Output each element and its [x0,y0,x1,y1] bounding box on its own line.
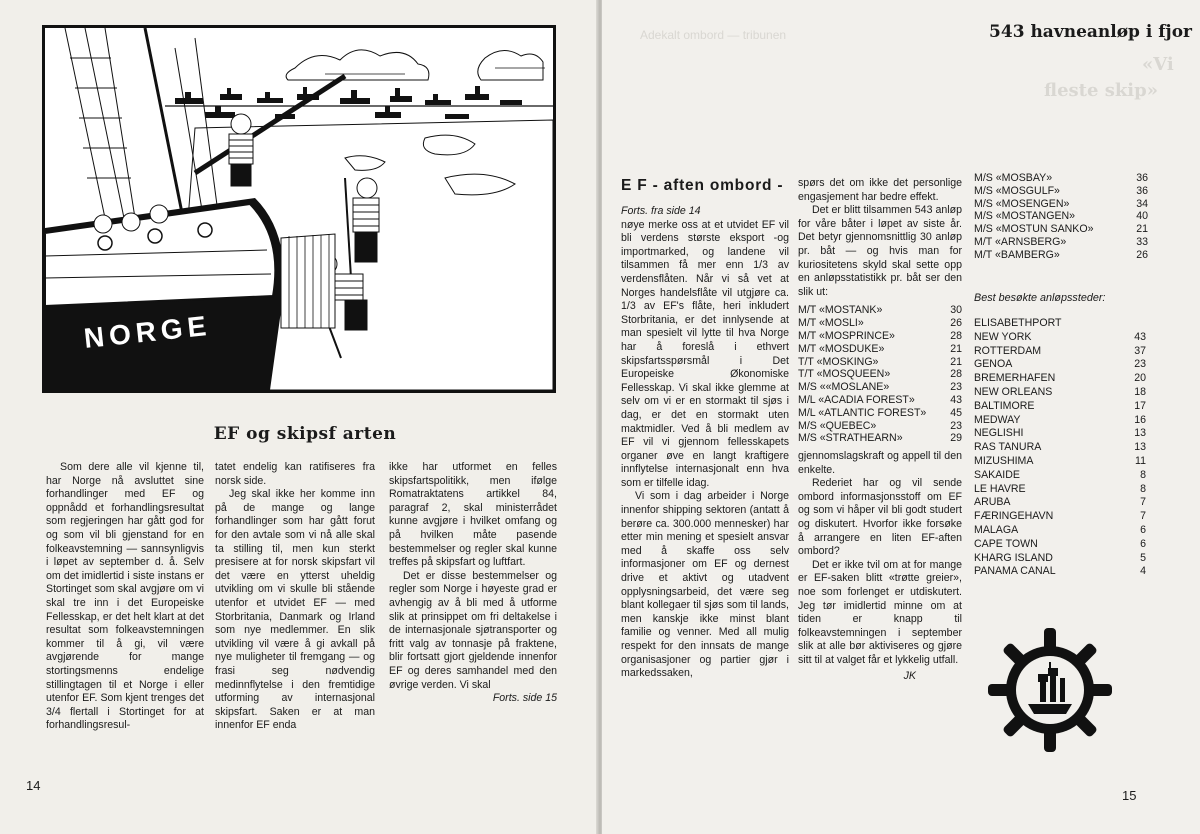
ship-wheel-logo [988,628,1112,752]
ef-column-2-paragraph-5: Det er ikke tvil om at for mange er EF-saken blitt «trøtte greier», noe som forlenget er utdiskutert. Jeg tør imidlertid minne om at tiden er knapp til folkeavstemningen i september slik at alle bør aktiviseres og gjøre sitt til at valget får et lykkelig utfall. [798,558,962,667]
ship-name: M/S «QUEBEC» [798,419,877,432]
ship-call-count: 21 [950,355,962,368]
port-name: ARUBA [974,496,1011,509]
ship-row [974,172,1148,185]
ship-name: M/S «MOSENGEN» [974,197,1070,210]
ship-call-count: 28 [950,368,962,381]
left-page [0,0,598,834]
port-name: BREMERHAFEN [974,372,1056,385]
continued-from-note: Forts. fra side 14 [621,205,701,217]
ship-name: M/T «MOSDUKE» [798,342,885,355]
ship-row [798,317,962,330]
port-call-count: 6 [1140,537,1146,550]
port-row [974,510,1146,524]
ship-name: T/T «MOSQUEEN» [798,368,891,381]
ef-column-2-paragraph-1: spørs det om ikke det personlige engasjement har bedre effekt. [798,177,962,203]
ship-call-count: 21 [1136,223,1148,236]
ports-list [974,317,1146,579]
ship-name: M/T «MOSPRINCE» [798,329,895,342]
ship-call-count: 34 [1136,197,1148,210]
port-call-count: 13 [1134,441,1146,454]
port-name: CAPE TOWN [974,537,1038,550]
port-name: SAKAIDE [974,468,1020,481]
ship-row [798,343,962,356]
article-column-1 [46,461,204,733]
port-call-count: 5 [1140,551,1146,564]
ship-name: M/L «ACADIA FOREST» [798,393,915,406]
port-row [974,386,1146,400]
port-row [974,538,1146,552]
port-row [974,552,1146,566]
ship-row [974,223,1148,236]
port-row [974,524,1146,538]
ship-name: M/S ««MOSLANE» [798,381,890,394]
ship-call-count: 30 [950,304,962,317]
ef-column-1-paragraph-1: nøye merke oss at et utvidet EF vil bli verdens største eksport -og importmarked, og landene vil tilsammen få mer enn 1/3 av verdensflåten. Når vi så vet at Norges handelsflåte vil utgjøre ca. 1/3 av EF's flåte, heri inkludert Storbritania, er det innlysende at man spesielt vil lytte til hva Norge har å foreslå i ethvert skipsfartsspørsmål i Det Europeiske Økonomiske Fellesskap. Vi skal ikke glemme at selv om vi er en stormakt til sjøs i dag, er det en stormakt uten maktmidler. Ved å bli medlem av EF vil vi gjennom fellesskapets organer øve en langt kraftigere innflytelse internasjonalt enn hva som er tilfelle idag. [621,218,789,489]
port-call-count: 18 [1134,385,1146,398]
port-row [974,469,1146,483]
port-row [974,496,1146,510]
column-1-paragraph: Som dere alle vil kjenne til, har Norge nå avsluttet sine forhandlinger med EF og oppnådd et forhandlingsresultat som regjeringen har gått god for og som vil bli gjenstand for en folkeavstemning — sannsynligvis i løpet av september d. å. Selv om det imidlertid i siste instans er Stortinget som skal avgjøre om vi skal tre inn i det Europeiske Fellesskap, er det helt klart at det resultat som folkeavstemningen kommer til å gi, vil være avgjørende for mange stortingsmenns endelige stillingtagen til et Norge i eller utenfor EF. Som kjent trenges det 3/4 flertall i Stortinget for at forhandlingsresul- [46,461,204,732]
ship-call-count: 45 [950,406,962,419]
port-call-count: 20 [1134,372,1146,385]
port-call-count: 4 [1140,565,1146,578]
ship-name: M/T «MOSLI» [798,317,864,330]
ship-row [974,249,1148,262]
article-heading: EF og skipsf arten [213,424,397,444]
ship-name: M/T «ARNSBERG» [974,235,1067,248]
page-number-right: 15 [1122,788,1137,803]
ef-column-1 [621,205,789,681]
ship-row [798,330,962,343]
ship-call-count: 21 [950,342,962,355]
port-row [974,427,1146,441]
port-name: NEGLISHI [974,427,1024,440]
port-call-count: 7 [1140,496,1146,509]
ship-call-count: 28 [950,329,962,342]
port-call-count: 13 [1134,427,1146,440]
port-name: FÆRINGEHAVN [974,510,1054,523]
ship-call-count: 26 [1136,248,1148,261]
ship-name: M/S «MOSBAY» [974,172,1053,184]
ship-illustration [42,25,556,393]
ef-column-2-paragraph-3: gjennomslagskraft og appell til den enkelte. [798,450,962,476]
port-name: MIZUSHIMA [974,454,1034,467]
ship-row [798,432,962,445]
ship-drawing [45,28,553,390]
column-3-paragraph-2: Det er disse bestemmelser og regler som Norge i høyeste grad er avhengig av å bli med å utforme slik at prinsippet om fri deltakelse i de internasjonale sjøtransporter og fritt valg av tonnasje på fraktene, blir fortsatt gjort gjeldende innenfor EF og deres samhandel med den øvrige verden. Vi skal [389,569,557,691]
port-name: NEW YORK [974,330,1032,343]
ship-call-count: 36 [1136,172,1148,184]
port-row [974,455,1146,469]
port-name: MEDWAY [974,413,1021,426]
ship-row [798,394,962,407]
ship-name: M/S «MOSGULF» [974,184,1060,197]
port-call-count: 7 [1140,510,1146,523]
port-name: NEW ORLEANS [974,385,1053,398]
ship-calls-table-2 [974,172,1148,262]
port-name: LE HAVRE [974,482,1026,495]
ef-article-title: E F - aften ombord - [621,177,784,194]
port-name: ROTTERDAM [974,344,1042,357]
port-name: GENOA [974,358,1013,371]
port-name: KHARG ISLAND [974,551,1053,564]
signature: JK [903,669,916,682]
ship-row [974,198,1148,211]
port-name: MALAGA [974,523,1019,536]
ef-column-2-paragraph-4: Rederiet har og vil sende ombord informasjonsstoff om EF og som vi håper vil bli godt studert og diskutert. Hvorfor ikke forsøke å arrangere en liten EF-aften ombord? [798,477,962,558]
port-name: ELISABETHPORT [974,317,1062,329]
ship-call-count: 33 [1136,235,1148,248]
page-number-left: 14 [26,778,41,793]
column-2-paragraph-1: tatet endelig kan ratifiseres fra norsk side. [215,461,375,487]
port-call-count: 16 [1134,413,1146,426]
ship-row [798,420,962,433]
ship-name: T/T «MOSKING» [798,355,879,368]
article-heading-right: 543 havneanløp i fjor [989,22,1192,42]
port-call-count: 6 [1140,523,1146,536]
ship-row [974,185,1148,198]
port-call-count: 23 [1134,358,1146,371]
ef-column-1-paragraph-2: Vi som i dag arbeider i Norge innenfor shipping sektoren (antatt å berøre ca. 300.000 mennesker) har etter min mening et spesielt ansvar med å skaffe oss selv informasjoner om EF og dernest drive et aktivt og utadvent opplysningsarbeid, det være seg blant kollegaer til sjøs som til lands, men kanskje ikke minst blant familie og venner. Med all mulig respekt for den innsats de mange organisasjoner og partier gjør i markedssaken, [621,490,789,680]
continued-note: Forts. side 15 [492,692,557,705]
port-row [974,400,1146,414]
ship-call-count: 43 [950,393,962,406]
port-row [974,414,1146,428]
port-row [974,565,1146,579]
port-row [974,317,1146,331]
port-call-count: 8 [1140,482,1146,495]
ship-name: M/T «MOSTANK» [798,304,883,317]
port-name: BALTIMORE [974,399,1035,412]
port-call-count: 37 [1134,344,1146,357]
ef-column-2-paragraph-2: Det er blitt tilsammen 543 anløp for våre båter i løpet av siste år. Det betyr gjennomsnittlig 30 anløp pr. båt — og hvis man for kuriositetens skyld skal sette opp en anløpsstatistikk pr. båt ser den slik ut: [798,204,962,298]
ship-call-count: 29 [950,432,962,445]
hull-name: NORGE [82,309,213,354]
port-call-count: 11 [1135,454,1146,467]
port-row [974,483,1146,497]
port-call-count: 8 [1140,468,1146,481]
ship-name: M/L «ATLANTIC FOREST» [798,406,927,419]
show-through-text-2: «Vi [1142,54,1174,75]
port-row [974,441,1146,455]
port-row [974,358,1146,372]
ship-call-count: 40 [1136,210,1148,223]
ship-calls-table-1 [798,304,962,445]
ship-row [798,304,962,317]
port-row [974,331,1146,345]
ship-name: M/S «MOSTANGEN» [974,210,1076,223]
port-call-count: 43 [1134,330,1146,343]
port-name: RAS TANURA [974,441,1042,454]
ship-call-count: 36 [1136,184,1148,197]
ship-row [974,210,1148,223]
ports-heading: Best besøkte anløpssteder: [974,292,1106,304]
ship-name: M/S «MOSTUN SANKO» [974,223,1094,236]
port-row [974,345,1146,359]
ship-row [798,368,962,381]
ship-name: M/T «BAMBERG» [974,248,1060,261]
article-column-2 [215,461,375,733]
port-call-count: 17 [1134,399,1146,412]
ship-name: M/S «STRATHEARN» [798,432,903,445]
column-2-paragraph-2: Jeg skal ikke her komme inn på de mange og lange forhandlinger som har gått forut for den avtale som vi nå alle skal ta stilling til, men kun sterkt presisere at for norsk skipsfart vil det være en ytterst uheldig utvikling om vi skulle bli stående utenfor et utvidet EF — med Storbritania, Danmark og Irland som nye medlemmer. En slik utvikling vil være å gi avkall på nye muligheter til fremgang — og frasi seg nødvendig medinnflytelse i den fremtidige utforming av internasjonal skipsfart. Saken er at man innenfor EF enda [215,488,375,732]
article-column-3 [389,461,557,706]
ship-row [798,407,962,420]
port-row [974,372,1146,386]
ef-column-2 [798,177,962,683]
port-name: PANAMA CANAL [974,565,1056,578]
ship-row [798,356,962,369]
show-through-text-3: fleste skip» [1044,80,1158,101]
ship-call-count: 23 [950,419,962,432]
ship-row [974,236,1148,249]
ship-call-count: 23 [950,381,962,394]
ship-row [798,381,962,394]
right-page [602,0,1200,834]
ship-call-count: 26 [950,317,962,330]
column-3-paragraph-1: ikke har utformet en felles skipsfartspolitikk, men ifølge Romatraktatens artikkel 84, paragraf 2, skal ministerrådet kunne avgjøre i hvilket omfang og på hvilken måte pasende bestemmelser og regler skal kunne treffes på skipsfart og luftfart. [389,461,557,569]
show-through-text-1: Adekalt ombord — tribunen [640,28,787,42]
